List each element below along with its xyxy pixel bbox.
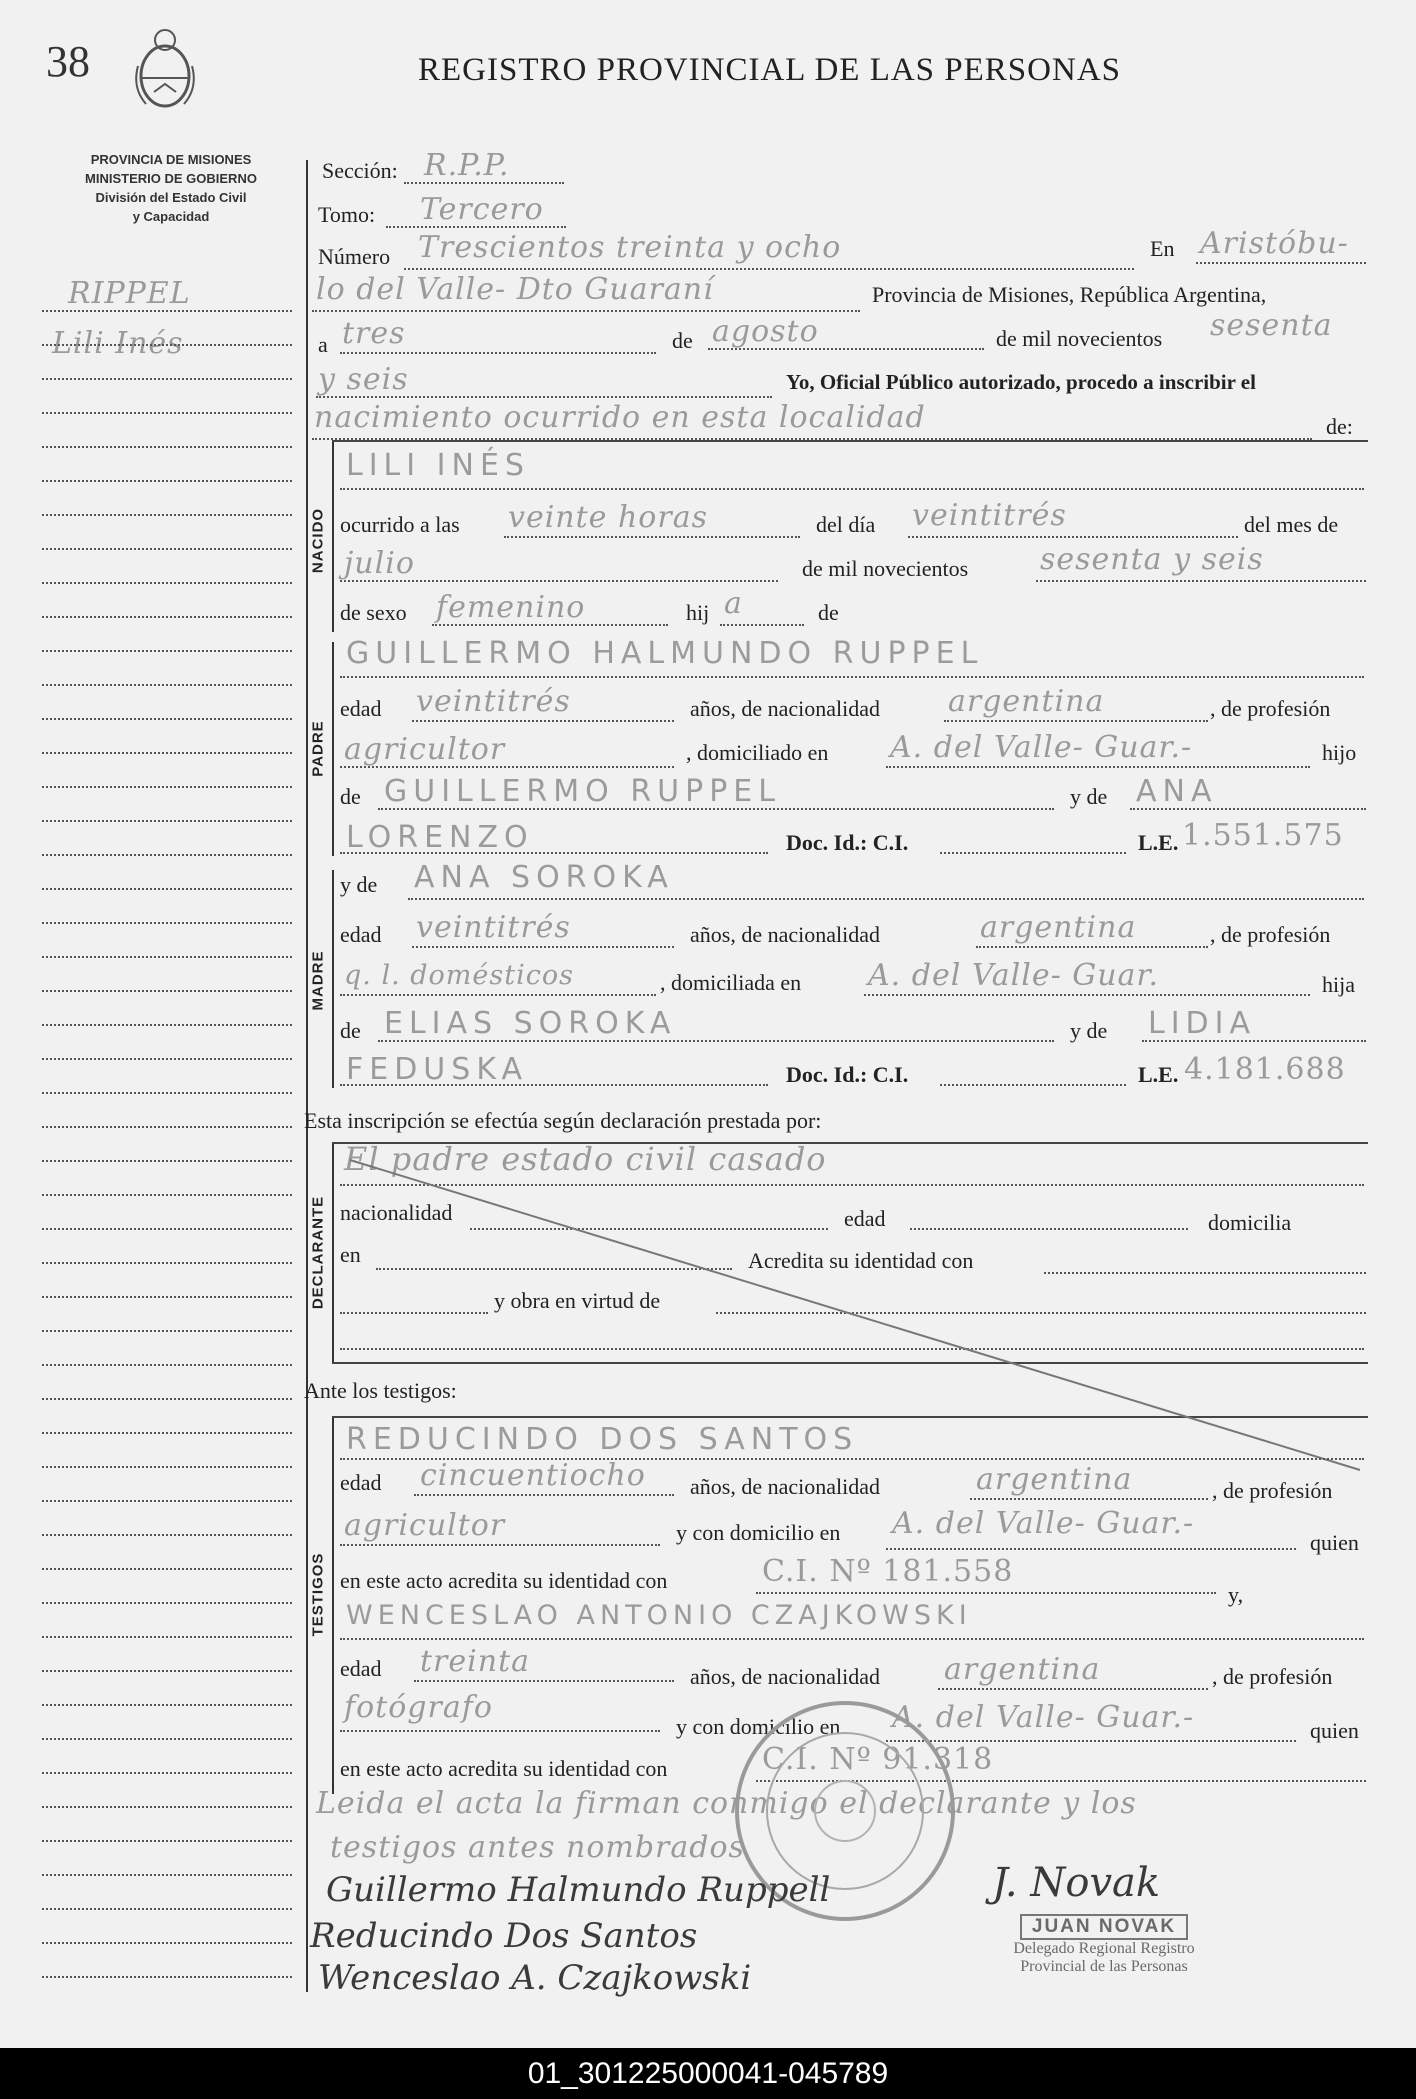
margin-ruled-line: [42, 1738, 292, 1740]
margin-ruled-line: [42, 1160, 292, 1162]
margin-ruled-line: [42, 480, 292, 482]
closing-line-1: Leida el acta la firman conmigo el declarante y los: [316, 1786, 1137, 1821]
padre-hijo-label: hijo: [1322, 740, 1357, 765]
margin-ruled-line: [42, 1772, 292, 1774]
numero-value: Trescientos treinta y ocho: [418, 230, 842, 265]
testigo2-edad-value: treinta: [420, 1644, 531, 1679]
testigo1-edad-label: edad: [340, 1470, 382, 1495]
birth-year-line: [1036, 580, 1366, 582]
year-line: [316, 396, 772, 398]
madre-y-de-label-2: y de: [1070, 1018, 1108, 1043]
place-value: lo del Valle- Dto Guaraní: [316, 272, 714, 307]
padre-nacionalidad-value: argentina: [948, 684, 1105, 719]
declarante-en-label: en: [340, 1242, 361, 1267]
margin-ruled-line: [42, 1466, 292, 1468]
seccion-line: [404, 182, 564, 184]
testigo1-name-value: REDUCINDO DOS SANTOS: [346, 1422, 859, 1457]
hij-de-label: de: [818, 600, 839, 625]
padre-edad-label: edad: [340, 696, 382, 721]
padre-domicilio-label: , domiciliado en: [686, 740, 829, 765]
madre-mother-value-continued: FEDUSKA: [346, 1052, 528, 1087]
margin-ruled-line: [42, 922, 292, 924]
margin-ruled-line: [42, 548, 292, 550]
del-dia-label: del día: [816, 512, 876, 537]
margin-ruled-line: [42, 888, 292, 890]
margin-ruled-line: [42, 1704, 292, 1706]
testigo2-nacionalidad-value: argentina: [944, 1652, 1101, 1687]
madre-nacionalidad-line: [976, 946, 1208, 948]
margin-ruled-line: [42, 1942, 292, 1944]
ante-testigos-label: Ante los testigos:: [304, 1378, 457, 1403]
event-value: nacimiento ocurrido en esta localidad: [314, 400, 926, 435]
margin-ruled-line: [42, 752, 292, 754]
mil-novecientos-label: de mil novecientos: [802, 556, 969, 581]
testigo2-profesion-line: [340, 1730, 660, 1732]
tomo-label: Tomo:: [318, 202, 376, 227]
testigo1-profesion-value: agricultor: [344, 1508, 506, 1543]
nacido-top-border: [332, 440, 1368, 442]
testigo1-y-label: y,: [1228, 1582, 1244, 1607]
margin-ruled-line: [42, 1024, 292, 1026]
side-label-declarante: DECLARANTE: [309, 1195, 327, 1310]
numero-line: [404, 268, 1134, 270]
margin-ruled-line: [42, 412, 292, 414]
margin-name: Lili Inés: [52, 326, 184, 361]
padre-doc-label: Doc. Id.: C.I.: [786, 830, 909, 855]
en-value: Aristóbu-: [1200, 226, 1349, 261]
hij-value: a: [724, 586, 743, 621]
birth-day-value: veintitrés: [912, 498, 1067, 533]
padre-domicilio-line: [886, 766, 1310, 768]
official-stamp-name: JUAN NOVAK: [1020, 1914, 1188, 1940]
padre-y-de-label: y de: [1070, 784, 1108, 809]
madre-father-line: [378, 1040, 1054, 1042]
margin-ruled-line: [42, 1296, 292, 1298]
seccion-value: R.P.P.: [424, 148, 510, 183]
header-line-3: División del Estado Civil: [95, 190, 247, 205]
declarante-domicilia-label: domicilia: [1208, 1210, 1292, 1235]
section-bracket-nacido: [332, 440, 334, 632]
madre-hija-label: hija: [1322, 972, 1355, 997]
testigo1-edad-value: cincuentiocho: [420, 1458, 646, 1493]
testigo1-nacionalidad-value: argentina: [976, 1462, 1133, 1497]
padre-profesion-line: [340, 766, 674, 768]
madre-doc-line: [340, 1084, 768, 1086]
del-mes-label: del mes de: [1244, 512, 1339, 537]
madre-edad-value: veintitrés: [416, 910, 571, 945]
padre-profesion-label: , de profesión: [1210, 696, 1331, 721]
margin-ruled-line: [42, 990, 292, 992]
padre-de-label: de: [340, 784, 361, 809]
margin-ruled-line: [42, 1976, 292, 1978]
margin-ruled-line: [42, 820, 292, 822]
testigo2-quien-label: quien: [1310, 1718, 1359, 1743]
margin-ruled-line: [42, 718, 292, 720]
sexo-value: femenino: [436, 590, 586, 625]
testigo1-profesion-label: , de profesión: [1212, 1478, 1333, 1503]
header-institution: [40, 150, 302, 226]
signature-testigo-1: Reducindo Dos Santos: [310, 1916, 698, 1956]
margin-ruled-line: [42, 1432, 292, 1434]
margin-ruled-line: [42, 1534, 292, 1536]
testigo2-edad-label: edad: [340, 1656, 382, 1681]
side-label-nacido: NACIDO: [309, 507, 327, 574]
declarante-value: El padre estado civil casado: [344, 1140, 827, 1178]
padre-le-label: L.E.: [1138, 830, 1179, 855]
margin-surname: RIPPEL: [68, 276, 191, 311]
testigo2-name-value: WENCESLAO ANTONIO CZAJKOWSKI: [346, 1600, 972, 1631]
day-value: tres: [342, 316, 406, 351]
padre-ci-line: [940, 852, 1126, 854]
section-bracket-madre: [332, 870, 334, 1088]
declaracion-text: Esta inscripción se efectúa según declaración prestada por:: [304, 1108, 822, 1133]
margin-ruled-line: [42, 1908, 292, 1910]
side-label-testigos: TESTIGOS: [309, 1552, 327, 1637]
footer-id: 01_301225000041-045789: [0, 2048, 1416, 2099]
madre-profesion-label: , de profesión: [1210, 922, 1331, 947]
hij-line: [720, 624, 804, 626]
margin-ruled-line: [42, 956, 292, 958]
padre-edad-value: veintitrés: [416, 684, 571, 719]
margin-ruled-line: [42, 1806, 292, 1808]
padre-name-value: GUILLERMO HALMUNDO RUPPEL: [346, 636, 984, 671]
padre-domicilio-value: A. del Valle- Guar.-: [890, 730, 1193, 765]
sexo-line: [432, 624, 668, 626]
margin-ruled-line: [42, 1364, 292, 1366]
margin-ruled-line: [42, 1398, 292, 1400]
madre-profesion-value: q. l. domésticos: [344, 960, 574, 991]
declarante-nacionalidad-label: nacionalidad: [340, 1200, 453, 1225]
padre-mother-value: ANA: [1136, 774, 1218, 809]
madre-name-line: [408, 898, 1364, 900]
testigo1-nacionalidad-line: [970, 1498, 1208, 1500]
header-line-2: MINISTERIO DE GOBIERNO: [85, 171, 257, 186]
section-bracket-padre: [332, 642, 334, 856]
a-label: a: [318, 332, 328, 357]
margin-ruled-line: [42, 1636, 292, 1638]
section-bracket-declarante: [332, 1142, 334, 1362]
margin-ruled-line: [42, 786, 292, 788]
madre-domicilio-value: A. del Valle- Guar.: [868, 958, 1159, 993]
madre-edad-label: edad: [340, 922, 382, 947]
testigo2-profesion-value: fotógrafo: [344, 1690, 493, 1725]
event-line: [312, 438, 1312, 440]
declarante-obra-label: y obra en virtud de: [494, 1288, 661, 1313]
testigo1-domicilio-line: [886, 1548, 1296, 1550]
day-line: [340, 352, 656, 354]
birth-year-value: sesenta y seis: [1040, 542, 1264, 577]
madre-father-value: ELIAS SOROKA: [384, 1006, 677, 1041]
madre-anios-label: años, de nacionalidad: [690, 922, 880, 947]
padre-nacionalidad-line: [944, 720, 1208, 722]
testigo2-edad-line: [414, 1680, 674, 1682]
month-value: agosto: [712, 314, 819, 349]
official-stamp: [978, 1914, 1230, 1976]
margin-ruled-line: [42, 1568, 292, 1570]
month-line: [708, 348, 984, 350]
madre-mother-line: [1142, 1040, 1366, 1042]
testigo2-domicilio-value: A. del Valle- Guar.-: [892, 1700, 1195, 1735]
header-line-4: y Capacidad: [132, 209, 210, 224]
signature-official: J. Novak: [992, 1860, 1161, 1906]
margin-ruled-line: [42, 1330, 292, 1332]
hour-line: [504, 536, 800, 538]
place-line: [312, 310, 860, 312]
declarante-acredita-label: Acredita su identidad con: [748, 1248, 974, 1273]
testigo1-acredita-label: en este acto acredita su identidad con: [340, 1568, 668, 1593]
testigo1-domicilio-label: y con domicilio en: [676, 1520, 841, 1545]
margin-ruled-line: [42, 650, 292, 652]
birth-month-value: julio: [344, 546, 415, 581]
de-colon-label: de:: [1326, 414, 1353, 439]
oficial-publico-text: Yo, Oficial Público autorizado, procedo a inscribir el: [786, 370, 1256, 394]
testigo1-domicilio-value: A. del Valle- Guar.-: [892, 1506, 1195, 1541]
year-value: sesenta: [1210, 308, 1333, 343]
hour-value: veinte horas: [508, 500, 708, 535]
testigo2-profesion-label: , de profesión: [1212, 1664, 1333, 1689]
margin-ruled-line: [42, 854, 292, 856]
madre-profesion-line: [340, 994, 656, 996]
margin-ruled-line: [42, 1874, 292, 1876]
birth-month-line: [340, 580, 778, 582]
declarante-edad-label: edad: [844, 1206, 886, 1231]
margin-ruled-line: [42, 1670, 292, 1672]
testigo2-doc-value: C.I. Nº 91.318: [762, 1742, 994, 1777]
testigo1-edad-line: [414, 1494, 674, 1496]
padre-doc-line: [340, 852, 768, 854]
official-stamp-line-3: Provincial de las Personas: [1020, 1958, 1188, 1975]
margin-ruled-line: [42, 1092, 292, 1094]
margin-ruled-line: [42, 1228, 292, 1230]
margin-ruled-line: [42, 1602, 292, 1604]
testigo2-anios-label: años, de nacionalidad: [690, 1664, 880, 1689]
main-frame-line: [306, 160, 308, 1992]
tomo-line: [386, 226, 566, 228]
madre-doc-label: Doc. Id.: C.I.: [786, 1062, 909, 1087]
margin-ruled-line: [42, 1262, 292, 1264]
padre-name-line: [340, 676, 1364, 678]
margin-ruled-line: [42, 378, 292, 380]
nacido-name-value: LILI INÉS: [346, 448, 530, 483]
madre-nacionalidad-value: argentina: [980, 910, 1137, 945]
madre-edad-line: [412, 946, 674, 948]
hij-label: hij: [686, 600, 710, 625]
padre-father-line: [378, 808, 1054, 810]
testigo2-nacionalidad-line: [938, 1688, 1208, 1690]
margin-ruled-line: [42, 310, 292, 312]
testigo1-profesion-line: [340, 1544, 660, 1546]
seccion-label: Sección:: [322, 158, 398, 183]
padre-mother-line: [1130, 808, 1366, 810]
provincia-text: Provincia de Misiones, República Argentina,: [872, 282, 1267, 307]
page-number: 38: [46, 37, 90, 86]
margin-ruled-line: [42, 1500, 292, 1502]
document-title: REGISTRO PROVINCIAL DE LAS PERSONAS: [418, 52, 1122, 88]
padre-profesion-value: agricultor: [344, 732, 506, 767]
madre-de-label: de: [340, 1018, 361, 1043]
testigo1-doc-value: C.I. Nº 181.558: [762, 1554, 1014, 1589]
madre-name-value: ANA SOROKA: [414, 860, 674, 895]
madre-mother-value: LIDIA: [1148, 1006, 1257, 1041]
testigo2-domicilio-label: y con domicilio en: [676, 1714, 841, 1739]
testigo1-doc-line: [756, 1592, 1216, 1594]
testigo2-name-line: [340, 1638, 1364, 1640]
closing-line-2: testigos antes nombrados: [330, 1830, 745, 1865]
padre-edad-line: [412, 720, 674, 722]
margin-ruled-line: [42, 1194, 292, 1196]
testigo1-quien-label: quien: [1310, 1530, 1359, 1555]
margin-ruled-line: [42, 616, 292, 618]
official-stamp-line-2: Delegado Regional Registro: [1013, 1940, 1195, 1957]
coat-of-arms-icon: [132, 26, 198, 117]
en-label: En: [1150, 236, 1175, 261]
signature-declarante: Guillermo Halmundo Ruppell: [326, 1870, 831, 1910]
madre-y-de-label: y de: [340, 872, 378, 897]
madre-domicilio-line: [864, 994, 1310, 996]
side-label-madre: MADRE: [309, 950, 327, 1011]
signature-testigo-2: Wenceslao A. Czajkowski: [318, 1958, 752, 1998]
sexo-label: de sexo: [340, 600, 407, 625]
testigo2-acredita-label: en este acto acredita su identidad con: [340, 1756, 668, 1781]
year-value-continued: y seis: [318, 362, 409, 397]
en-line: [1196, 262, 1366, 264]
margin-ruled-line: [42, 446, 292, 448]
padre-anios-label: años, de nacionalidad: [690, 696, 880, 721]
madre-le-label: L.E.: [1138, 1062, 1179, 1087]
ocurrido-label: ocurrido a las: [340, 512, 460, 537]
margin-ruled-line: [42, 1058, 292, 1060]
margin-ruled-line: [42, 684, 292, 686]
margin-ruled-line: [42, 582, 292, 584]
section-bracket-testigos: [332, 1416, 334, 1794]
side-label-padre: PADRE: [309, 720, 327, 777]
nacido-name-line: [340, 488, 1364, 490]
madre-ci-line: [940, 1084, 1126, 1086]
tomo-value: Tercero: [420, 192, 544, 227]
de-label: de: [672, 328, 693, 353]
birth-day-line: [908, 536, 1238, 538]
margin-ruled-line: [42, 1840, 292, 1842]
madre-domicilio-label: , domiciliada en: [660, 970, 802, 995]
madre-le-value: 4.181.688: [1184, 1052, 1346, 1087]
header-line-1: PROVINCIA DE MISIONES: [90, 152, 252, 167]
margin-ruled-line: [42, 344, 292, 346]
padre-mother-value-continued: LORENZO: [346, 820, 534, 855]
margin-ruled-line: [42, 514, 292, 516]
mil-novecientos-text: de mil novecientos: [996, 326, 1163, 351]
padre-father-value: GUILLERMO RUPPEL: [384, 774, 781, 809]
testigo1-anios-label: años, de nacionalidad: [690, 1474, 880, 1499]
margin-ruled-line: [42, 1126, 292, 1128]
padre-le-value: 1.551.575: [1182, 818, 1344, 853]
numero-label: Número: [318, 244, 391, 269]
